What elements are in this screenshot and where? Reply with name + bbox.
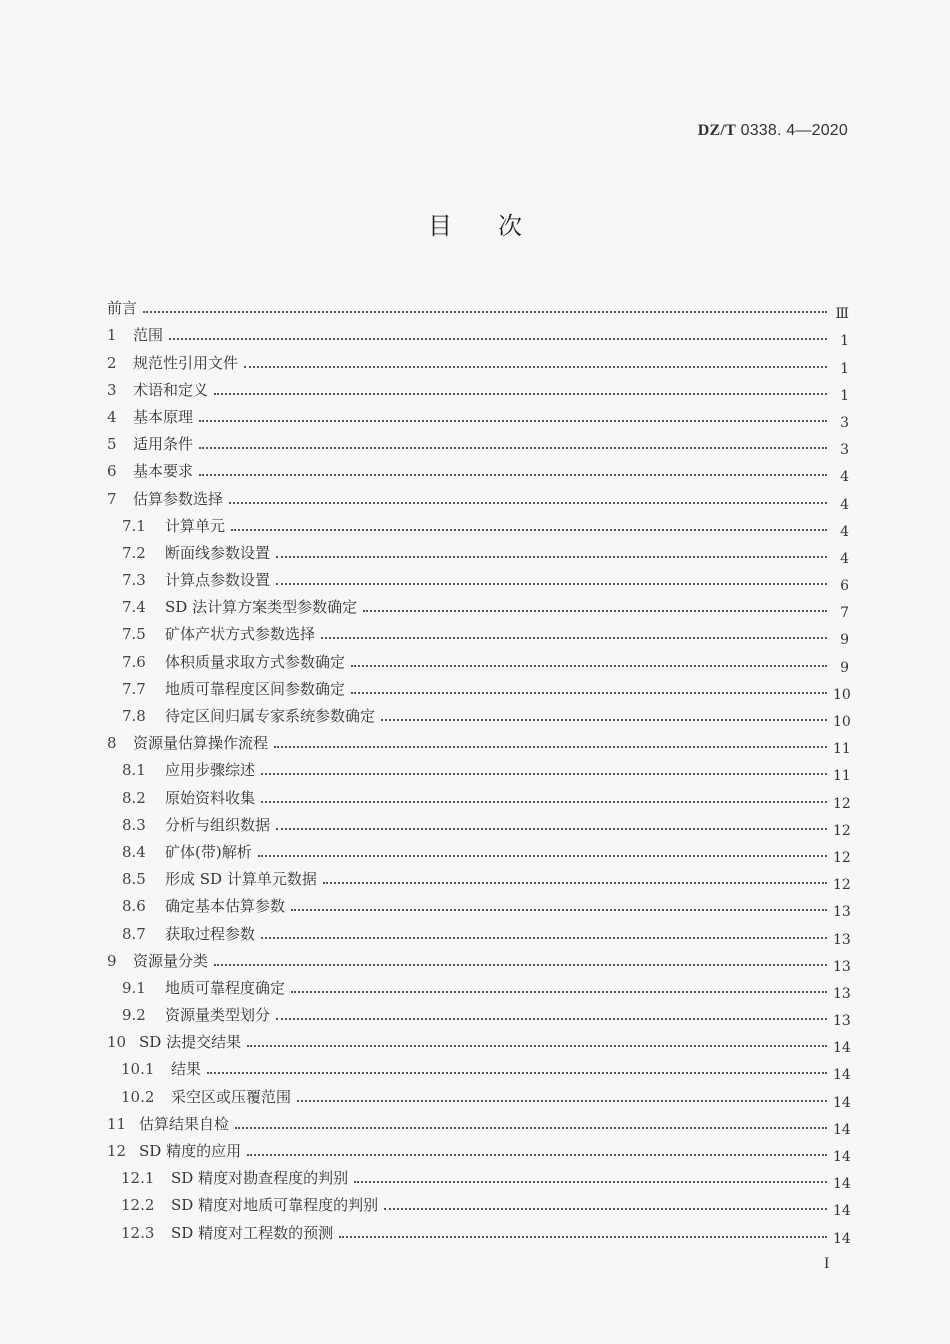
toc-entry[interactable] bbox=[107, 453, 849, 486]
toc-entry[interactable] bbox=[107, 834, 851, 866]
dot-leader bbox=[199, 474, 827, 476]
toc-entry-number: 11 bbox=[107, 1114, 127, 1133]
toc-entry[interactable] bbox=[107, 508, 849, 540]
toc-entry[interactable] bbox=[107, 1214, 851, 1247]
toc-entry-title: 基本原理 bbox=[133, 407, 194, 426]
toc-entry-title: 获取过程参数 bbox=[165, 924, 256, 943]
toc-entry[interactable] bbox=[107, 480, 849, 513]
toc-entry-number: 8.6 bbox=[122, 897, 146, 916]
dot-leader bbox=[321, 637, 827, 639]
toc-entry-number: 7.7 bbox=[122, 679, 146, 698]
toc-entry[interactable] bbox=[107, 752, 851, 785]
toc-entry-number: 8.4 bbox=[122, 842, 146, 861]
toc-entry[interactable] bbox=[107, 643, 849, 676]
toc-entry-page: 12 bbox=[833, 849, 851, 866]
toc-entry-number: 7.3 bbox=[122, 571, 146, 590]
toc-entry-page: 13 bbox=[833, 958, 851, 975]
page-number: I bbox=[824, 1255, 830, 1272]
toc-entry-page: 14 bbox=[833, 1203, 851, 1220]
dot-leader bbox=[258, 855, 827, 857]
toc-entry-title: 计算点参数设置 bbox=[165, 571, 271, 590]
dot-leader bbox=[276, 556, 827, 558]
toc-entry[interactable] bbox=[107, 861, 851, 894]
toc-entry-title: 基本要求 bbox=[133, 462, 194, 481]
toc-entry-page: 14 bbox=[833, 1040, 851, 1057]
toc-entry-title: SD 精度对地质可靠程度的判别 bbox=[171, 1196, 379, 1215]
toc-entry-title: 形成 SD 计算单元数据 bbox=[165, 870, 317, 889]
dot-leader bbox=[231, 529, 827, 531]
toc-entry-page: 12 bbox=[833, 877, 851, 894]
toc-entry-page: 11 bbox=[833, 768, 851, 785]
dot-leader bbox=[274, 746, 827, 748]
toc-entry[interactable] bbox=[107, 997, 851, 1030]
page-title: 目次 bbox=[428, 212, 568, 240]
toc-entry-number: 12.3 bbox=[121, 1223, 155, 1242]
toc-entry-page: 6 bbox=[840, 578, 849, 595]
dot-leader bbox=[199, 447, 827, 449]
toc-entry[interactable] bbox=[107, 317, 849, 350]
toc-entry-title: 分析与组织数据 bbox=[165, 815, 271, 834]
toc-entry[interactable] bbox=[107, 943, 851, 975]
toc-entry-number: 7.1 bbox=[122, 516, 146, 535]
toc-entry[interactable] bbox=[107, 671, 851, 703]
toc-entry[interactable] bbox=[107, 399, 849, 431]
dot-leader bbox=[351, 692, 827, 694]
toc-entry-page: 3 bbox=[840, 442, 849, 459]
toc-entry-page: 13 bbox=[833, 904, 851, 921]
toc-entry[interactable] bbox=[107, 1024, 851, 1057]
dot-leader bbox=[214, 964, 827, 966]
toc-entry-number: 10.1 bbox=[121, 1060, 155, 1079]
toc-entry-page: 12 bbox=[833, 822, 851, 839]
dot-leader bbox=[291, 991, 827, 993]
toc-entry-page: 4 bbox=[840, 469, 849, 486]
toc-entry[interactable] bbox=[107, 698, 851, 730]
toc-entry-page: 7 bbox=[840, 605, 849, 622]
toc-entry-number: 8.1 bbox=[122, 761, 146, 780]
dot-leader bbox=[247, 1045, 827, 1047]
toc-entry-number: 8.3 bbox=[122, 815, 146, 834]
toc-entry-page: 11 bbox=[833, 741, 851, 758]
toc-entry-number: 12 bbox=[107, 1142, 127, 1160]
toc-entry-page: 10 bbox=[833, 686, 851, 703]
dot-leader bbox=[323, 882, 827, 884]
toc-entry-number: 9.1 bbox=[122, 978, 146, 997]
dot-leader bbox=[291, 909, 827, 911]
toc-entry-title: 矿体产状方式参数选择 bbox=[165, 625, 316, 644]
toc-entry-number: 7.4 bbox=[122, 598, 146, 617]
toc-entry-title: 估算结果自检 bbox=[139, 1114, 230, 1133]
toc-entry-title: 采空区或压覆范围 bbox=[171, 1087, 292, 1106]
toc-entry[interactable] bbox=[107, 426, 849, 459]
toc-entry-title: 确定基本估算参数 bbox=[165, 897, 286, 916]
toc-entry-number: 2 bbox=[107, 353, 117, 372]
toc-entry-page: 13 bbox=[833, 931, 851, 948]
dot-leader bbox=[235, 1127, 827, 1129]
toc-entry-number: 5 bbox=[107, 435, 117, 454]
toc-entry[interactable] bbox=[107, 725, 851, 758]
toc-entry-page: 14 bbox=[833, 1067, 851, 1084]
toc-entry-title: 待定区间归属专家系统参数确定 bbox=[165, 707, 376, 725]
toc-entry-number: 7.2 bbox=[122, 543, 146, 562]
dot-leader bbox=[143, 311, 827, 313]
dot-leader bbox=[363, 610, 827, 612]
toc-entry[interactable] bbox=[107, 888, 851, 921]
toc-entry-title: 范围 bbox=[133, 326, 164, 345]
dot-leader bbox=[199, 420, 827, 422]
toc-entry-title: 体积质量求取方式参数确定 bbox=[165, 652, 346, 671]
toc-entry-number: 10.2 bbox=[121, 1087, 155, 1106]
toc-entry-page: 14 bbox=[833, 1176, 851, 1193]
toc-entry-title: 地质可靠程度确定 bbox=[165, 978, 286, 997]
toc-entry-title: 计算单元 bbox=[165, 516, 226, 535]
toc-entry[interactable] bbox=[107, 1051, 851, 1084]
toc-entry-title: 原始资料收集 bbox=[165, 788, 256, 807]
toc-entry-number: 1 bbox=[107, 326, 117, 345]
toc-entry-title: SD 精度的应用 bbox=[139, 1142, 242, 1160]
toc-entry-page: 14 bbox=[833, 1149, 851, 1165]
toc-entry[interactable] bbox=[107, 1133, 851, 1165]
toc-entry[interactable] bbox=[107, 1160, 851, 1193]
dot-leader bbox=[276, 828, 827, 830]
table-of-contents bbox=[107, 290, 851, 1247]
toc-entry[interactable] bbox=[107, 1187, 851, 1220]
standard-code: 0338. 4—2020 bbox=[740, 122, 848, 139]
toc-entry[interactable] bbox=[107, 290, 849, 323]
toc-entry-number: 7.6 bbox=[122, 652, 146, 671]
toc-entry-page: 14 bbox=[833, 1230, 851, 1247]
dot-leader bbox=[261, 937, 827, 939]
toc-entry-number: 8.2 bbox=[122, 788, 146, 807]
toc-entry-page: 9 bbox=[840, 632, 849, 649]
toc-entry-page: 14 bbox=[833, 1121, 851, 1138]
toc-entry-number: 12.2 bbox=[121, 1196, 155, 1215]
toc-entry-number: 9.2 bbox=[122, 1006, 146, 1025]
toc-entry-number: 8 bbox=[107, 734, 117, 753]
dot-leader bbox=[169, 338, 827, 340]
toc-entry-number: 10 bbox=[107, 1033, 127, 1052]
toc-entry[interactable] bbox=[107, 535, 849, 567]
toc-entry-title: SD 法计算方案类型参数确定 bbox=[165, 598, 358, 617]
toc-entry-title: 矿体(带)解析 bbox=[165, 842, 252, 861]
toc-entry-title: SD 精度对工程数的预测 bbox=[171, 1223, 334, 1242]
toc-entry-page: 3 bbox=[840, 414, 849, 431]
toc-entry-page: 4 bbox=[840, 550, 849, 567]
toc-entry[interactable] bbox=[107, 372, 849, 404]
toc-entry[interactable] bbox=[107, 1106, 851, 1138]
toc-entry-title: SD 法提交结果 bbox=[139, 1033, 242, 1052]
dot-leader bbox=[261, 801, 827, 803]
dot-leader bbox=[276, 583, 827, 585]
toc-entry[interactable] bbox=[107, 589, 849, 622]
dot-leader bbox=[351, 665, 827, 667]
toc-entry-page: 1 bbox=[840, 360, 849, 377]
toc-entry-number: 9 bbox=[107, 951, 117, 970]
dot-leader bbox=[214, 393, 827, 395]
toc-entry-number: 8.7 bbox=[122, 924, 146, 943]
toc-entry-number: 3 bbox=[107, 380, 117, 399]
toc-entry[interactable] bbox=[107, 344, 849, 377]
dot-leader bbox=[354, 1181, 827, 1183]
dot-leader bbox=[339, 1236, 827, 1238]
toc-entry-page: 9 bbox=[840, 659, 849, 676]
standard-number bbox=[698, 122, 848, 140]
toc-entry-page: Ⅲ bbox=[835, 306, 849, 323]
toc-entry-page: 12 bbox=[833, 795, 851, 812]
toc-entry-page: 4 bbox=[840, 496, 849, 513]
toc-entry[interactable] bbox=[107, 616, 849, 649]
toc-entry-title: 术语和定义 bbox=[133, 380, 209, 399]
dot-leader bbox=[381, 719, 827, 721]
toc-entry-title: 资源量估算操作流程 bbox=[133, 734, 269, 753]
dot-leader bbox=[229, 502, 827, 504]
toc-entry-number: 7 bbox=[107, 489, 117, 508]
toc-entry-page: 1 bbox=[840, 333, 849, 350]
toc-entry-title: 结果 bbox=[171, 1060, 202, 1079]
toc-entry-title: SD 精度对勘查程度的判别 bbox=[171, 1169, 349, 1188]
standard-prefix: DZ/T bbox=[697, 122, 736, 139]
toc-entry-title: 断面线参数设置 bbox=[165, 543, 271, 562]
dot-leader bbox=[384, 1208, 827, 1210]
toc-entry-title: 应用步骤综述 bbox=[165, 761, 256, 780]
toc-entry[interactable] bbox=[107, 779, 851, 812]
toc-entry-number: 7.8 bbox=[122, 707, 146, 725]
dot-leader bbox=[276, 1018, 827, 1020]
dot-leader bbox=[247, 1154, 827, 1156]
toc-entry-number: 12.1 bbox=[121, 1169, 155, 1188]
toc-entry[interactable] bbox=[107, 562, 849, 595]
dot-leader bbox=[297, 1100, 827, 1102]
toc-entry-number: 6 bbox=[107, 462, 117, 481]
dot-leader bbox=[261, 773, 827, 775]
toc-entry[interactable] bbox=[107, 1078, 851, 1111]
toc-entry-title: 资源量分类 bbox=[133, 951, 209, 970]
toc-entry-number: 4 bbox=[107, 407, 117, 426]
toc-entry-page: 10 bbox=[833, 714, 851, 730]
toc-entry-page: 13 bbox=[833, 985, 851, 1002]
dot-leader bbox=[244, 366, 827, 368]
toc-entry-page: 13 bbox=[833, 1013, 851, 1030]
toc-entry-number: 8.5 bbox=[122, 870, 146, 889]
toc-entry[interactable] bbox=[107, 970, 851, 1002]
toc-entry-page: 14 bbox=[833, 1094, 851, 1111]
dot-leader bbox=[207, 1072, 827, 1074]
toc-entry-title: 估算参数选择 bbox=[133, 489, 224, 508]
toc-entry-number: 7.5 bbox=[122, 625, 146, 644]
toc-entry-title: 适用条件 bbox=[133, 435, 194, 454]
toc-entry[interactable] bbox=[107, 915, 851, 948]
toc-entry[interactable] bbox=[107, 807, 851, 839]
toc-entry-title: 规范性引用文件 bbox=[133, 353, 239, 372]
toc-entry-title: 资源量类型划分 bbox=[165, 1006, 271, 1025]
toc-entry-page: 1 bbox=[840, 387, 849, 404]
toc-entry-title: 前言 bbox=[107, 299, 138, 318]
toc-entry-page: 4 bbox=[840, 523, 849, 540]
toc-entry-title: 地质可靠程度区间参数确定 bbox=[165, 679, 346, 698]
